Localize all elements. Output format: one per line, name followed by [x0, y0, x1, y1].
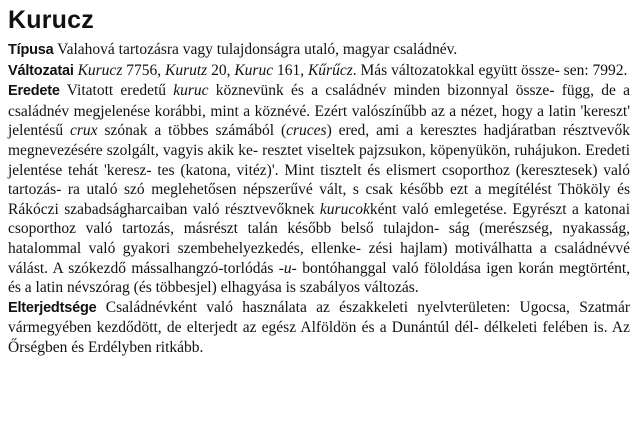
- variant-count: 20,: [207, 61, 235, 79]
- valtozatai-section: [8, 61, 630, 82]
- eredete-italic-word: cruces: [286, 122, 327, 140]
- eredete-text: bontóhanggal való föloldása igen korán megtörtént, és a latin névszórag (és többesjel) elhagyása is szabályos változás.: [8, 259, 631, 297]
- variant-name: Kuruc: [234, 61, 274, 79]
- eredete-italic-word: kuruc: [173, 82, 209, 100]
- eredete-label: Eredete: [8, 83, 60, 100]
- tipusa-text: Valahová tartozásra vagy tulajdonságra utaló, magyar családnév.: [53, 41, 458, 58]
- tipusa-section: [8, 40, 630, 61]
- elterjedtsege-label: Elterjedtsége: [8, 299, 97, 316]
- eredete-text: szónak a többes számából (: [97, 122, 287, 140]
- eredete-text: Vitatott eredetű: [59, 82, 174, 100]
- valtozatai-total: . Más változatokkal együtt össze- sen: 7992.: [352, 61, 628, 79]
- entry-title: Kurucz: [8, 6, 94, 34]
- eredete-italic-word: -u-: [278, 259, 297, 277]
- variant-name: Kurutz: [164, 61, 208, 79]
- variant-name: Kűrűcz: [307, 61, 353, 79]
- eredete-text: köznevünk és a családnév minden bizonnyal össze- függ, de a családnév megjelenése korábbi, mint a köznévé. Ezért valószínűbb az a nézet, hogy a latin 'kereszt' jelentésű: [8, 82, 630, 140]
- eredete-section: [8, 81, 630, 298]
- variant-count: 7756,: [122, 61, 165, 79]
- elterjedtsege-section: [8, 298, 630, 358]
- eredete-text: ként való emlegetése. Egyrészt a katonai csoporthoz való tartozás, másrészt talán később belső tulajdon- ság (merészség, nyakasság, hatalommal való gyakori szembehelyezkedés, ellenke- zési hajlam) motiválhatta a családnévvé válást. A szókezdő mássalhangzó-torlódás: [8, 200, 630, 277]
- eredete-text: ) ered, ami a keresztes hadjáratban résztvevők megnevezésére szolgált, vagyis akik ke- resztet viseltek pajzsukon, köpenyükön, ruhájukon. Eredeti jelentése tehát 'keresz- tes (katona, vitéz)'. Mint tisztelt és elismert csoporthoz (keresztesek) való tartozás- ra utaló szó meglehetősen népszerűvé vált, s csak később ezt a megítélést Thököly és Rákóczi szabadságharcaiban való résztvevőknek: [8, 122, 631, 218]
- eredete-italic-word: kurucok: [319, 200, 370, 218]
- variant-count: 161,: [273, 61, 308, 79]
- variant-name: Kurucz: [77, 61, 123, 79]
- elterjedtsege-text: Családnévként való használata az északkeleti nyelvterületen: Ugocsa, Szatmár vármegyében kezdődött, de elterjedt az egész Alföldön és a Dunántúl dél- délkeleti felében is. Az Őrségben és Erdélyben ritkább.: [8, 298, 630, 356]
- tipusa-label: Típusa: [8, 42, 54, 58]
- eredete-italic-word: crux: [70, 122, 98, 140]
- valtozatai-label: Változatai: [8, 62, 74, 79]
